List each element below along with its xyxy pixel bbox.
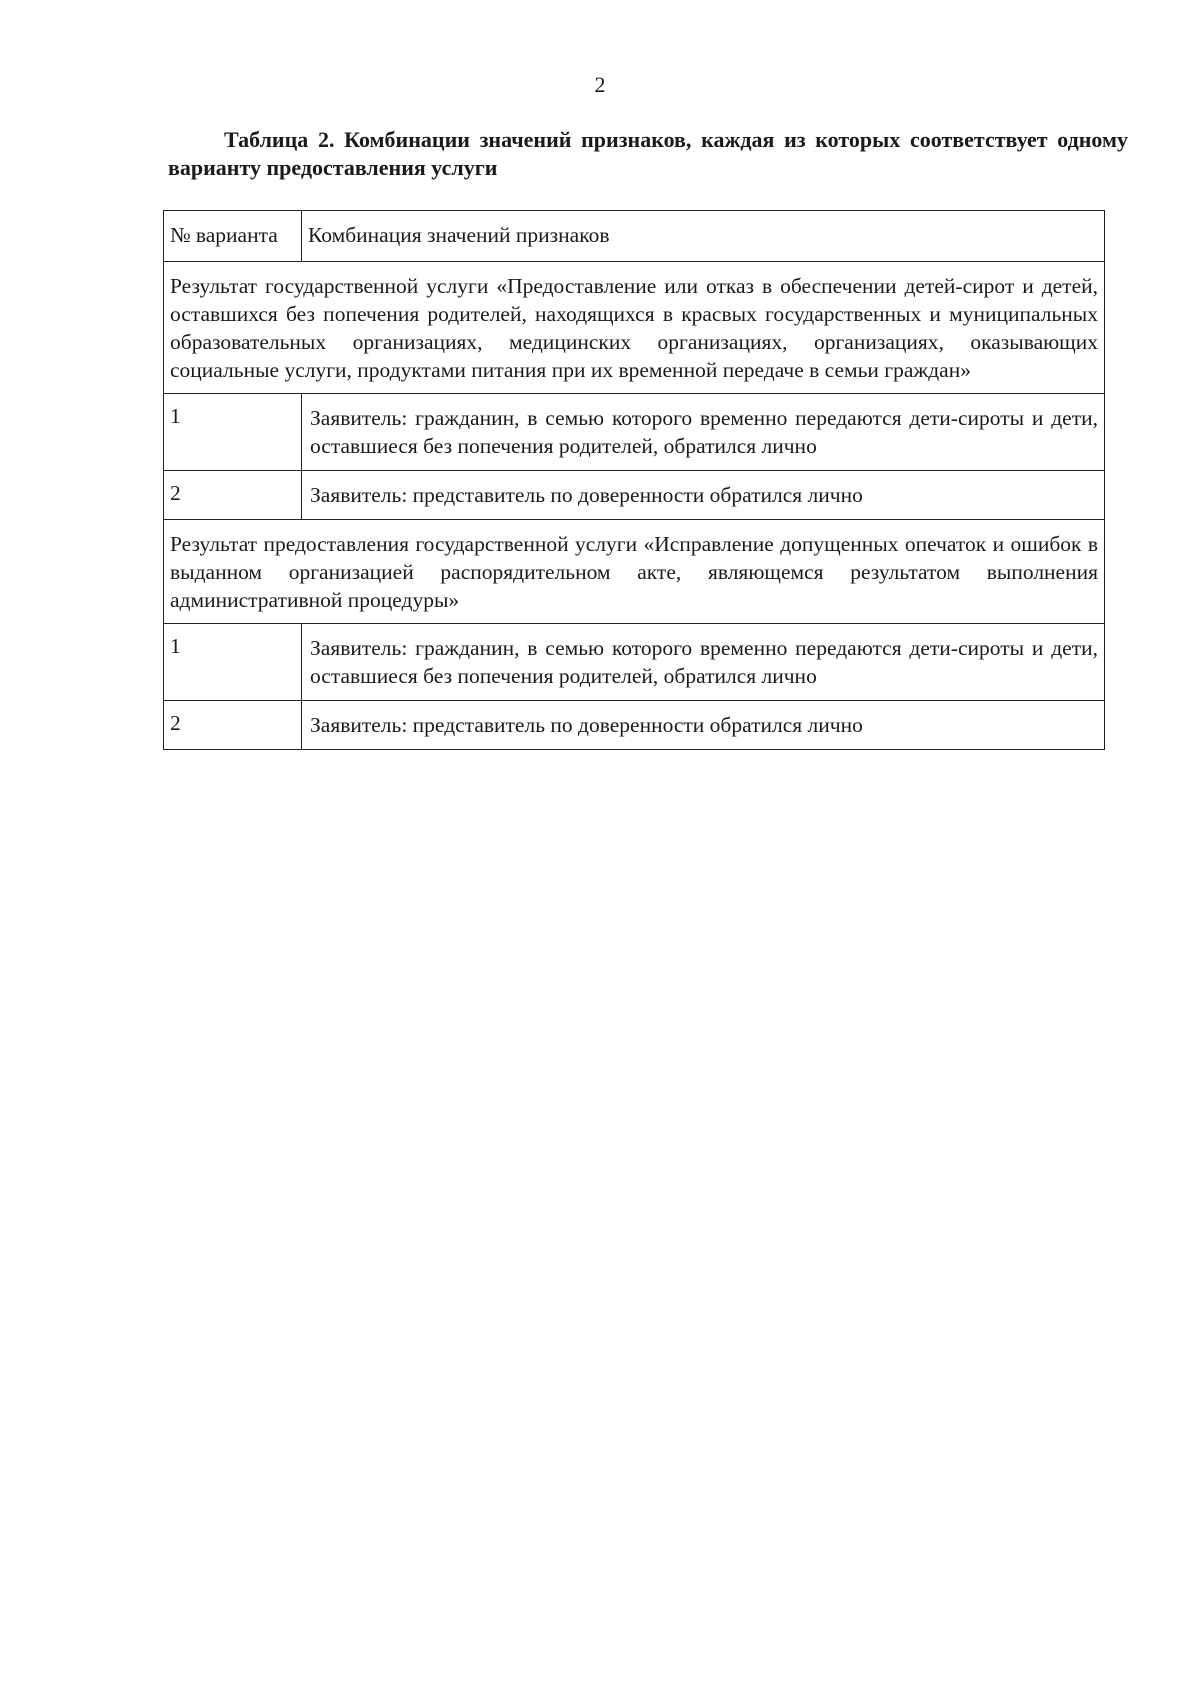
variant-combination: Заявитель: представитель по доверенности обратился лично [302, 701, 1105, 750]
variants-table [163, 210, 1105, 750]
variant-combination: Заявитель: гражданин, в семью которого временно передаются дети-сироты и дети, оставшиеся без попечения родителей, обратился лично [302, 624, 1105, 701]
variant-combination: Заявитель: представитель по доверенности обратился лично [302, 471, 1105, 520]
section-result-row [164, 520, 1105, 624]
variant-number: 1 [164, 624, 302, 701]
section-result-text: Результат государственной услуги «Предоставление или отказ в обеспечении детей-сирот и детей, оставшихся без попечения родителей, находящихся в красвых государственных и муниципальных образовательных организациях, медицинских организациях, организациях, оказывающих социальные услуги, продуктами питания при их временной передаче в семьи граждан» [164, 262, 1105, 394]
table-row [164, 394, 1105, 471]
table-row [164, 471, 1105, 520]
variant-number: 2 [164, 701, 302, 750]
header-variant-number: № варианта [164, 211, 302, 262]
section-result-row [164, 262, 1105, 394]
variant-combination: Заявитель: гражданин, в семью которого временно передаются дети-сироты и дети, оставшиеся без попечения родителей, обратился лично [302, 394, 1105, 471]
table-header-row [164, 211, 1105, 262]
section-result-text: Результат предоставления государственной услуги «Исправление допущенных опечаток и ошибок в выданном организацией распорядительном акте, являющемся результатом выполнения административной процедуры» [164, 520, 1105, 624]
variant-number: 2 [164, 471, 302, 520]
variant-number: 1 [164, 394, 302, 471]
table-row [164, 624, 1105, 701]
header-combination: Комбинация значений признаков [302, 211, 1105, 262]
table-caption: Таблица 2. Комбинации значений признаков, каждая из которых соответствует одному варианту предоставления услуги [168, 127, 1128, 180]
table-row [164, 701, 1105, 750]
page-number: 2 [594, 72, 606, 97]
